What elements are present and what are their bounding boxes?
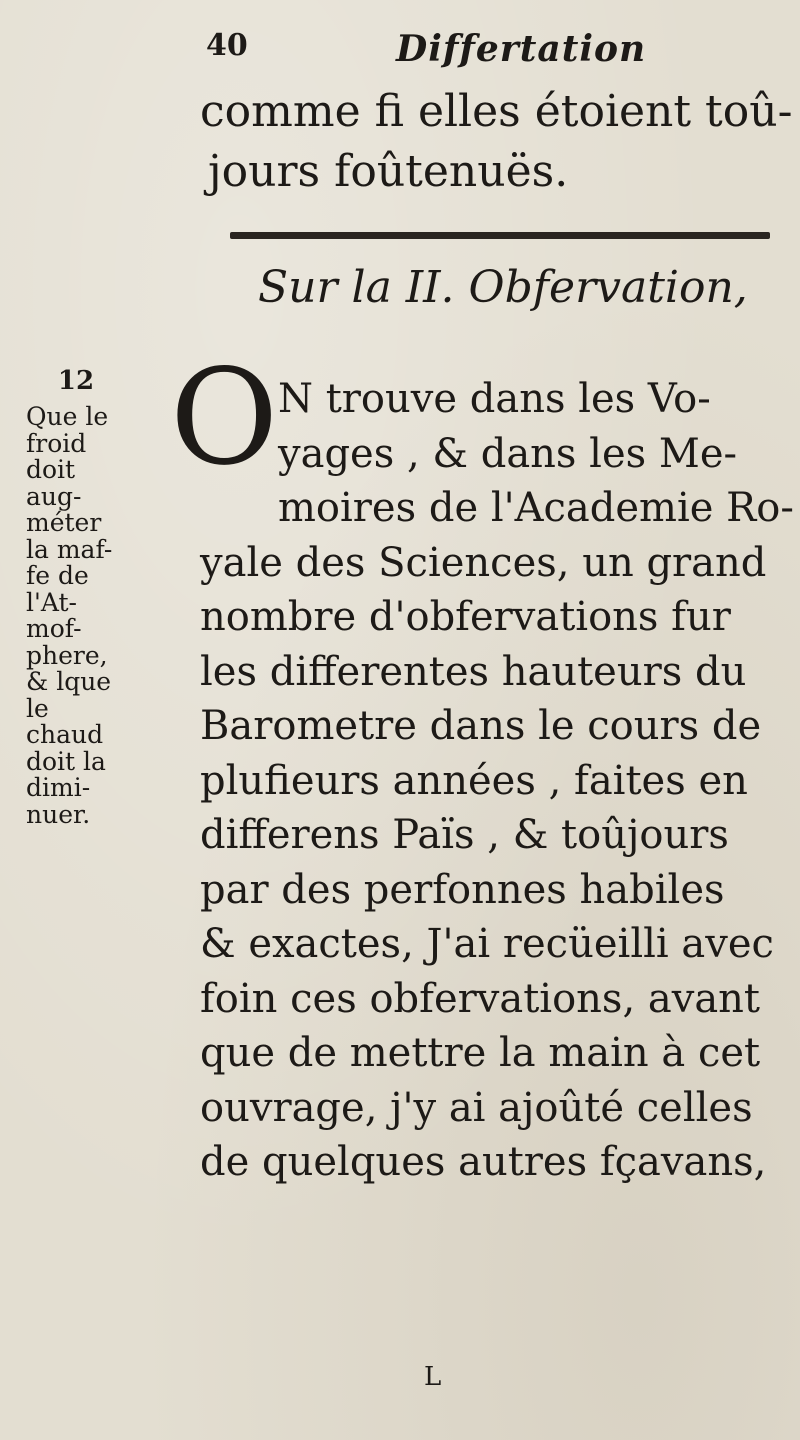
body-line: plufieurs années , faites en: [200, 757, 748, 804]
margin-note-number: 12: [57, 366, 95, 396]
margin-note-line: la maf-: [26, 534, 113, 564]
body-line: les differentes hauteurs du: [200, 648, 747, 695]
margin-note-line: l'At-: [26, 587, 77, 617]
body-line: yale des Sciences, un grand: [200, 539, 767, 586]
signature-mark: L: [424, 1362, 442, 1392]
running-head: [200, 28, 760, 68]
body-line: ouvrage, j'y ai ajoûté celles: [200, 1084, 753, 1131]
body-line: N trouve dans les Vo-: [278, 376, 711, 422]
body-line: de quelques autres fçavans,: [200, 1139, 767, 1185]
margin-note-line: doit: [26, 455, 76, 484]
text-line: comme fi elles étoient toû-: [200, 86, 793, 137]
margin-note-line: chaud: [26, 720, 104, 749]
body-line: differens Païs , & toûjours: [200, 812, 729, 858]
body-line: que de mettre la main à cet: [200, 1030, 761, 1076]
margin-note-line: doit la: [26, 746, 106, 776]
margin-note-line: le: [26, 693, 49, 723]
body-line: moires de l'Academie Ro-: [278, 485, 794, 531]
margin-note-text: [26, 404, 112, 828]
margin-note-line: froid: [26, 428, 87, 458]
page-number: 40: [206, 28, 248, 63]
section-heading: Sur la II. Obfervation,: [258, 262, 748, 313]
margin-note-line: phere,: [26, 640, 108, 670]
margin-note-line: aug-: [26, 481, 82, 511]
margin-note-line: Que le: [26, 402, 109, 431]
body-line: par des perfonnes habiles: [200, 866, 725, 913]
margin-note-line: dimi-: [26, 773, 91, 802]
body-paragraph: [200, 372, 794, 1190]
text-line: jours foûtenuës.: [208, 146, 569, 197]
margin-note-line: fe de: [26, 561, 89, 590]
drop-cap: O: [170, 341, 279, 495]
margin-note-line: nuer.: [26, 799, 91, 829]
body-line: & exactes, J'ai recüeilli avec: [200, 921, 774, 967]
running-title: Differtation: [396, 28, 647, 70]
margin-note-line: & lque: [26, 667, 112, 696]
body-line: nombre d'obfervations fur: [200, 594, 731, 640]
margin-note-line: méter: [26, 508, 102, 537]
section-divider: [230, 232, 770, 239]
body-line: Barometre dans le cours de: [200, 703, 762, 749]
margin-note-line: mof-: [26, 614, 82, 643]
opening-paragraph: [200, 82, 793, 202]
body-line: yages , & dans les Me-: [278, 430, 738, 477]
body-line: foin ces obfervations, avant: [200, 975, 760, 1022]
